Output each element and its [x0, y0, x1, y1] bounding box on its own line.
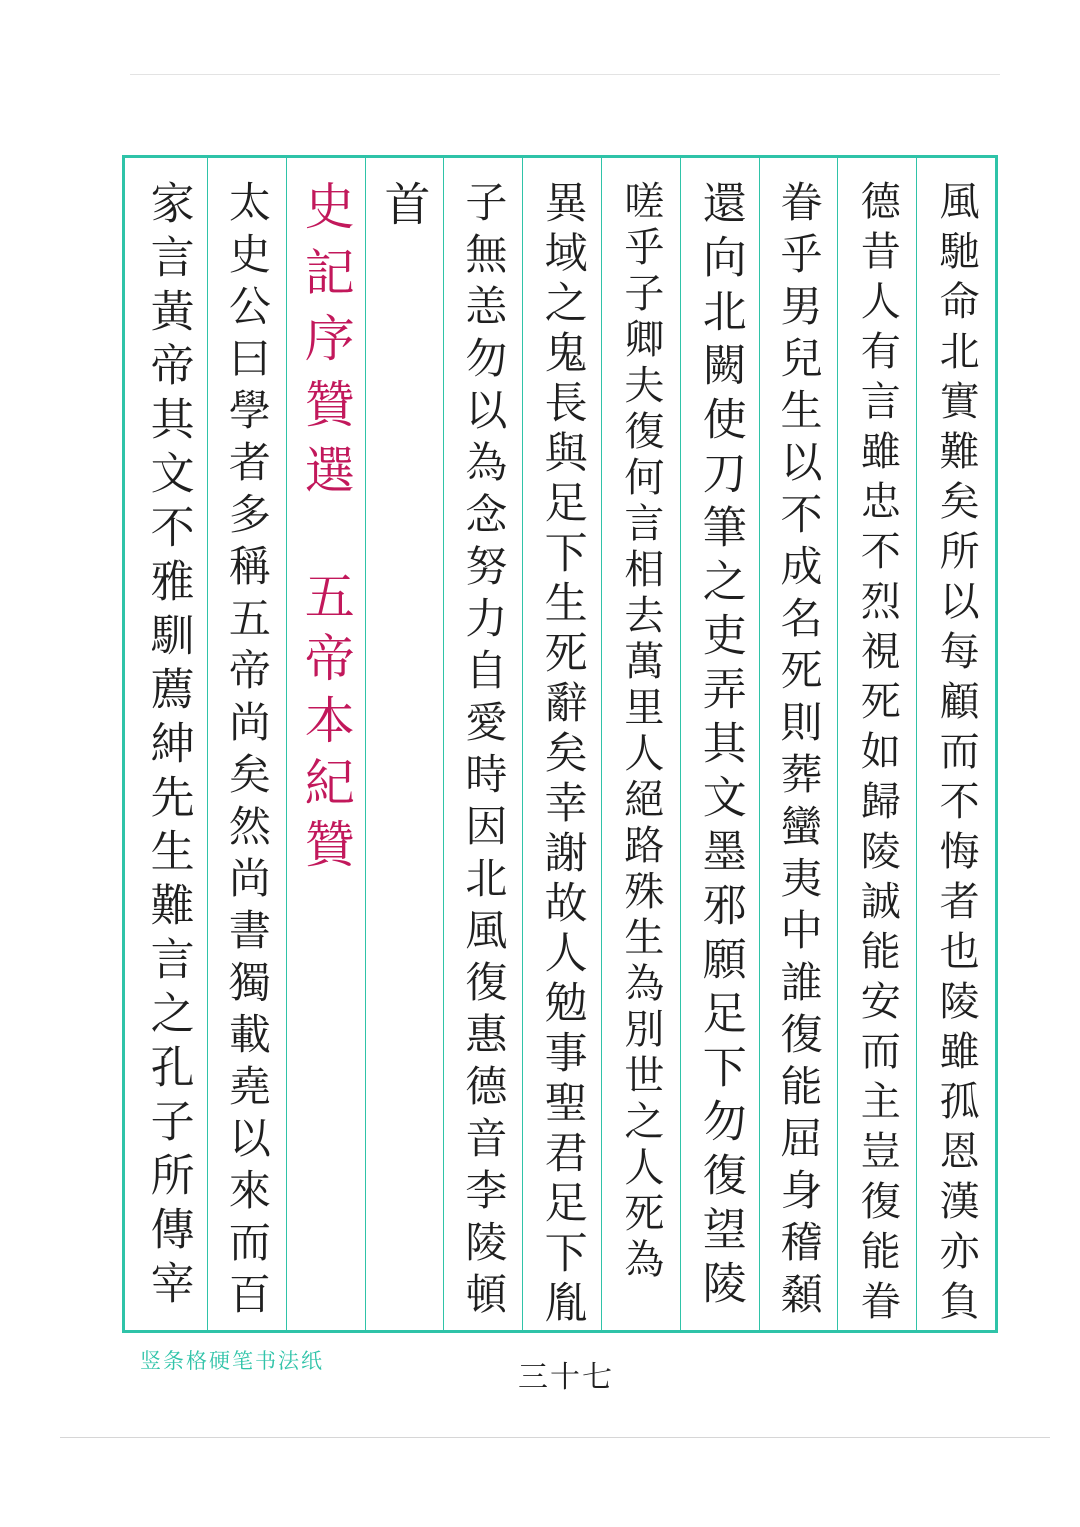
grid-column-3 [759, 158, 838, 1330]
column-text: 嗟乎子卿夫復何言相去萬里人絕路殊生為別世之人死為 [617, 180, 664, 1284]
bottom-scan-line [60, 1437, 1050, 1438]
grid-column-5 [601, 158, 680, 1330]
page-number: 三十七 [518, 1360, 614, 1395]
vertical-grid-paper [122, 155, 998, 1333]
grid-column-4 [680, 158, 759, 1330]
section-subtitle: 五帝本紀贊 [296, 570, 355, 880]
column-text: 德昔人有言雖忠不烈視死如歸陵誠能安而主豈復能眷 [854, 180, 901, 1330]
column-text: 首 [377, 180, 432, 236]
column-text: 異域之鬼長與足下生死辭矣幸謝故人勉事聖君足下胤 [537, 180, 588, 1330]
top-scan-line [130, 74, 1000, 75]
grid-column-6 [522, 158, 601, 1330]
column-text: 家言黃帝其文不雅馴薦紳先生難言之孔子所傳宰 [142, 180, 194, 1314]
grid-column-7 [443, 158, 522, 1330]
grid-column-8 [365, 158, 444, 1330]
paper-type-label: 竖条格硬笔书法纸 [140, 1349, 324, 1373]
column-text: 眷乎男兒生以不成名死則葬蠻夷中誰復能屈身稽顙 [774, 180, 824, 1324]
grid-column-10 [207, 158, 286, 1330]
grid-column-11 [128, 158, 207, 1330]
column-text: 太史公曰學者多稱五帝尚矣然尚書獨載堯以來而百 [222, 180, 272, 1324]
column-text: 還向北闕使刀筆之吏弄其文墨邪願足下勿復望陵 [694, 180, 746, 1314]
grid-column-1 [916, 158, 995, 1330]
grid-column-2 [837, 158, 916, 1330]
column-text: 風馳命北實難矣所以每顧而不悔者也陵雖孤恩漢亦負 [933, 180, 980, 1330]
section-title: 史記序贊選 [296, 180, 355, 510]
column-text: 子無恙勿以為念努力自愛時因北風復惠德音李陵頓 [459, 180, 509, 1324]
grid-column-9 [286, 158, 365, 1330]
